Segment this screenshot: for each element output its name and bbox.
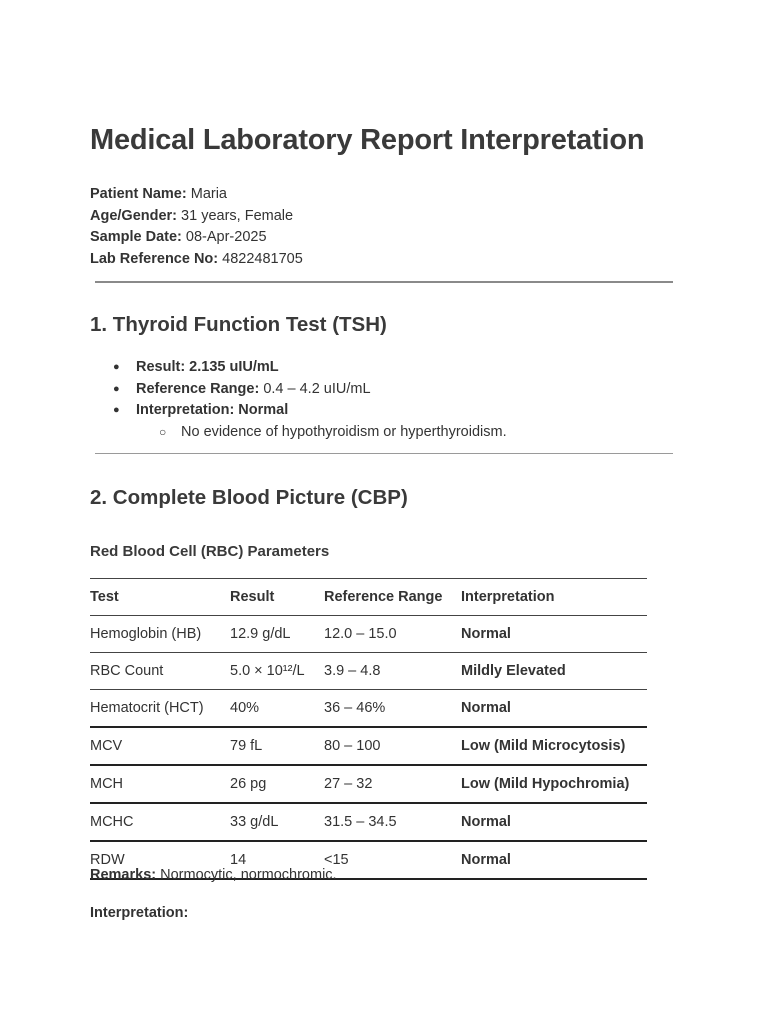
tsh-interpretation: Interpretation: Normal (136, 402, 289, 418)
tsh-note-item (110, 422, 507, 444)
cell-test: Hemoglobin (HB) (90, 626, 202, 642)
tsh-range-label: Reference Range: (136, 380, 260, 397)
bullet-icon: ● (113, 361, 120, 373)
patient-name-label: Patient Name: (90, 186, 187, 202)
remarks (90, 867, 337, 883)
tsh-range-item (110, 379, 507, 401)
age-gender-label: Age/Gender: (90, 207, 178, 224)
tsh-result-item (110, 357, 507, 379)
lab-ref-value: 4822481705 (222, 250, 303, 267)
tsh-list (110, 357, 507, 443)
cell-test: Hematocrit (HCT) (90, 700, 204, 716)
table-row (90, 727, 647, 765)
tsh-section-heading: 1. Thyroid Function Test (TSH) (90, 313, 387, 336)
cell-result: 26 pg (230, 776, 267, 792)
lab-ref-line (90, 249, 303, 271)
table-row (90, 690, 647, 728)
tsh-result: Result: 2.135 uIU/mL (136, 359, 279, 375)
bullet-icon: ● (113, 382, 120, 395)
remarks-label: Remarks: (90, 867, 157, 883)
cell-result: 79 fL (230, 738, 263, 754)
cell-interpretation: Normal (461, 700, 511, 716)
table-row (90, 616, 647, 653)
rbc-subheading: Red Blood Cell (RBC) Parameters (90, 543, 330, 560)
cell-interpretation: Normal (461, 852, 511, 868)
cell-test: MCH (90, 776, 124, 792)
cell-interpretation: Low (Mild Hypochromia) (461, 776, 630, 792)
tsh-note: No evidence of hypothyroidism or hyperthyroidism. (181, 423, 507, 440)
hollow-bullet-icon: ○ (159, 424, 167, 439)
cell-interpretation: Normal (461, 814, 511, 830)
column-header-interpretation: Interpretation (461, 589, 555, 605)
table-row (90, 765, 647, 803)
lab-ref-label: Lab Reference No: (90, 250, 219, 267)
cell-interpretation: Low (Mild Microcytosis) (461, 738, 626, 754)
age-gender-line (90, 206, 303, 228)
sample-date-value: 08-Apr-2025 (185, 229, 267, 245)
sample-date-line (90, 227, 303, 249)
column-header-result: Result (230, 589, 275, 605)
cell-reference-range: 80 – 100 (324, 738, 381, 754)
interpretation-label: Interpretation: (90, 905, 189, 921)
cell-reference-range: 3.9 – 4.8 (324, 663, 381, 679)
divider (95, 281, 673, 283)
table-header-row (90, 579, 647, 616)
cell-reference-range: 27 – 32 (324, 776, 373, 792)
cell-reference-range: 31.5 – 34.5 (324, 814, 397, 830)
cell-test: MCV (90, 738, 123, 754)
rbc-table (90, 578, 647, 880)
patient-name-value: Maria (190, 186, 227, 202)
remarks-text: Normocytic, normochromic. (160, 867, 337, 883)
cell-reference-range: 12.0 – 15.0 (324, 626, 397, 642)
cbp-section-heading: 2. Complete Blood Picture (CBP) (90, 486, 408, 509)
sample-date-label: Sample Date: (90, 229, 182, 245)
tsh-range-value: 0.4 – 4.2 uIU/mL (263, 380, 371, 397)
cell-result: 5.0 × 10¹²/L (230, 663, 305, 679)
cell-test: RBC Count (90, 663, 164, 679)
bullet-icon: ● (113, 404, 120, 416)
table-row (90, 803, 647, 841)
patient-info (90, 184, 303, 270)
cell-test: RDW (90, 852, 125, 868)
report-title: Medical Laboratory Report Interpretation (90, 124, 645, 156)
table-row (90, 653, 647, 690)
cell-test: MCHC (90, 814, 134, 830)
cell-result: 14 (230, 852, 247, 868)
cell-result: 33 g/dL (230, 814, 279, 830)
cell-interpretation: Normal (461, 626, 511, 642)
cell-result: 12.9 g/dL (230, 626, 291, 642)
column-header-test: Test (90, 589, 119, 605)
cell-result: 40% (230, 700, 260, 716)
tsh-interpretation-item (110, 400, 507, 422)
divider (95, 453, 673, 454)
cell-interpretation: Mildly Elevated (461, 663, 566, 679)
cell-reference-range: <15 (324, 852, 349, 868)
cell-reference-range: 36 – 46% (324, 700, 386, 716)
patient-name-line (90, 184, 303, 206)
column-header-reference-range: Reference Range (324, 589, 443, 605)
age-gender-value: 31 years, Female (181, 207, 294, 224)
